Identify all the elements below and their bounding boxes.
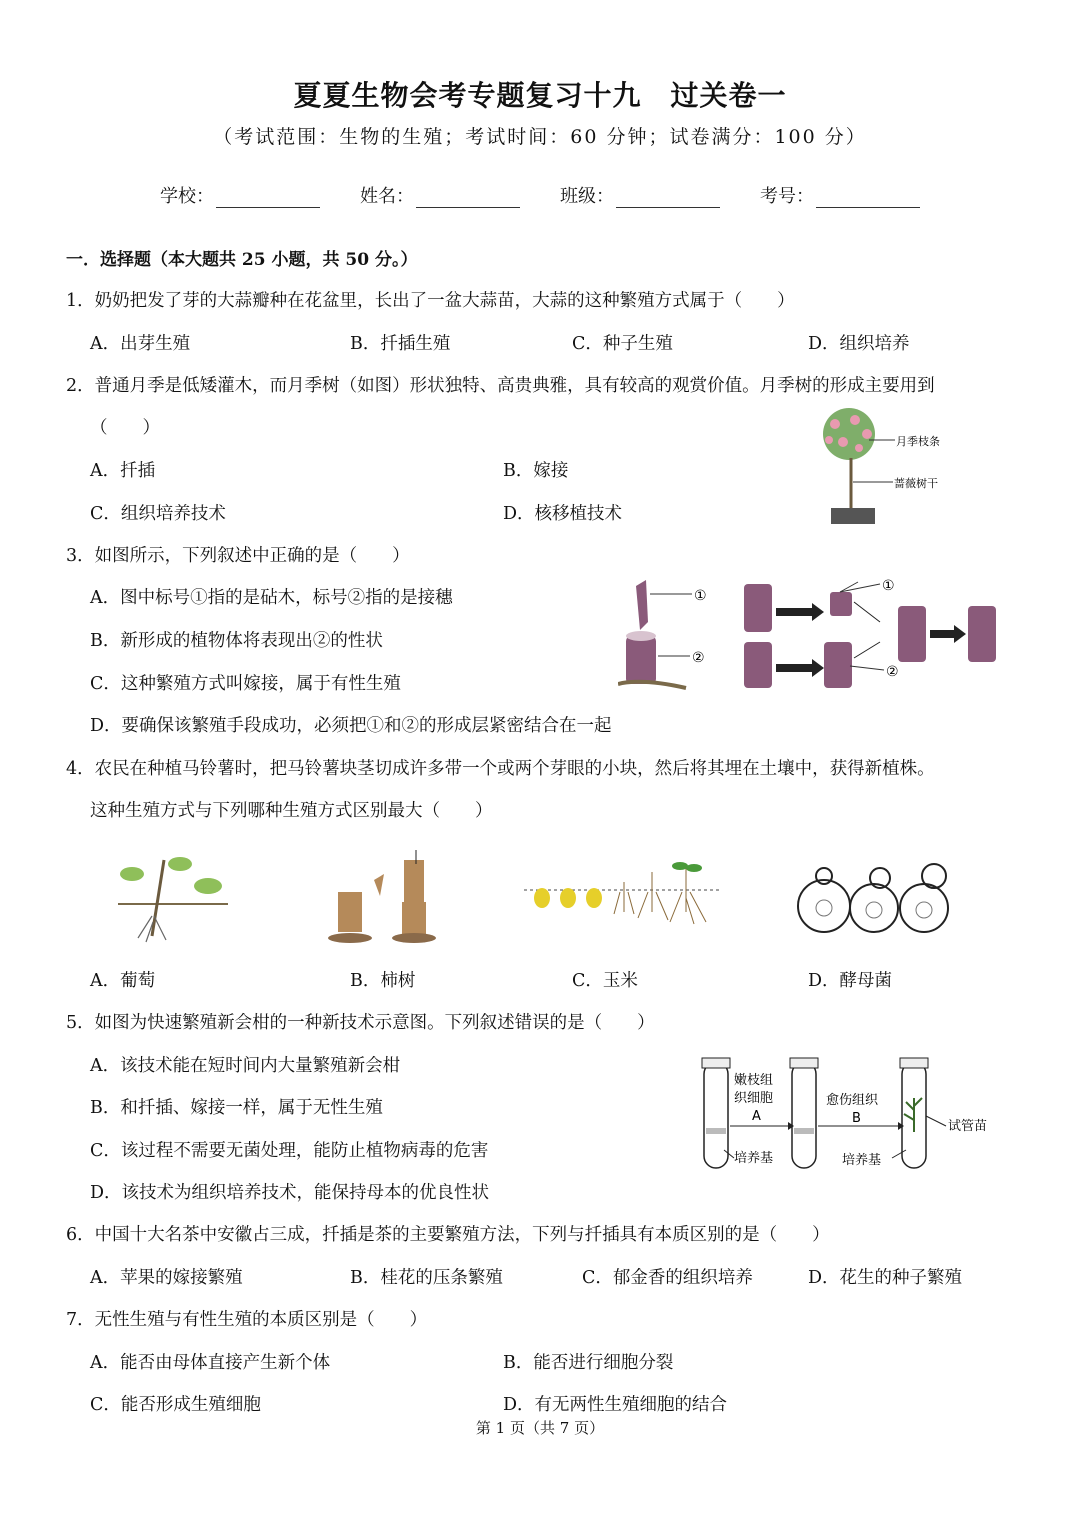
question-7-stem: 7．无性生殖与有性生殖的本质区别是（ ）: [66, 1310, 428, 1330]
rose-branch-label: 月季枝条: [896, 435, 940, 448]
question-4-stem: 4．农民在种植马铃薯时，把马铃薯块茎切成许多带一个或两个芽眼的小块，然后将其埋在土壤中，获得新植株。: [66, 759, 935, 779]
step-b-label: B: [852, 1111, 861, 1126]
question-2-stem: 2．普通月季是低矮灌木，而月季树（如图）形状独特、高贵典雅，具有较高的观赏价值。月季树的形成主要用到: [66, 376, 935, 396]
left-stock-marker: ②: [692, 650, 705, 666]
school-blank[interactable]: [216, 187, 320, 208]
number-blank[interactable]: [816, 187, 920, 208]
callus-label: 愈伤组织: [826, 1093, 879, 1108]
question-3-stem: 3．如图所示，下列叙述中正确的是（ ）: [66, 546, 410, 566]
q2-option-a[interactable]: A．扦插: [90, 461, 156, 481]
q1-option-c[interactable]: C．种子生殖: [572, 334, 673, 354]
q1-option-d[interactable]: D．组织培养: [808, 334, 910, 354]
q3-option-d[interactable]: D．要确保该繁殖手段成功，必须把①和②的形成层紧密结合在一起: [90, 716, 612, 736]
question-5-stem: 5．如图为快速繁殖新会柑的一种新技术示意图。下列叙述错误的是（ ）: [66, 1013, 655, 1033]
number-field: 考号：: [760, 182, 920, 208]
name-field: 姓名：: [360, 182, 520, 208]
persimmon-graft-image: [326, 850, 436, 944]
page-footer: 第 1 页（共 7 页）: [475, 1419, 605, 1437]
school-field: 学校：: [160, 182, 320, 208]
exam-subtitle: （考试范围：生物的生殖；考试时间：60 分钟；试卷满分：100 分）: [213, 126, 867, 148]
question-4-stem-cont: 这种生殖方式与下列哪种生殖方式区别最大（ ）: [90, 801, 493, 821]
question-2-stem-cont: （ ）: [90, 418, 160, 438]
q4-option-c[interactable]: C．玉米: [572, 971, 638, 991]
q4-option-a[interactable]: A．葡萄: [90, 971, 156, 991]
q6-option-c[interactable]: C．郁金香的组织培养: [582, 1268, 753, 1288]
medium-label-1: 培养基: [734, 1151, 774, 1166]
grafting-diagram: [618, 572, 1002, 694]
yeast-budding-image: [794, 862, 954, 942]
q1-option-a[interactable]: A．出芽生殖: [90, 334, 191, 354]
class-blank[interactable]: [616, 187, 720, 208]
q6-option-d[interactable]: D．花生的种子繁殖: [808, 1268, 963, 1288]
right-stock-marker: ②: [886, 664, 899, 680]
q3-option-c[interactable]: C．这种繁殖方式叫嫁接，属于有性生殖: [90, 674, 401, 694]
q3-option-a[interactable]: A．图中标号①指的是砧木，标号②指的是接穗: [90, 588, 453, 608]
q7-option-c[interactable]: C．能否形成生殖细胞: [90, 1395, 261, 1415]
q6-option-b[interactable]: B．桂花的压条繁殖: [350, 1268, 503, 1288]
step-a-label: A: [752, 1109, 761, 1124]
medium-label-2: 培养基: [842, 1153, 882, 1168]
page-title: 夏夏生物会考专题复习十九 过关卷一: [293, 79, 787, 112]
tender-tissue-label-2: 织细胞: [734, 1091, 774, 1106]
q6-option-a[interactable]: A．苹果的嫁接繁殖: [90, 1268, 243, 1288]
q5-option-c[interactable]: C．该过程不需要无菌处理，能防止植物病毒的危害: [90, 1141, 489, 1161]
q7-option-d[interactable]: D．有无两性生殖细胞的结合: [503, 1395, 728, 1415]
question-1-stem: 1．奶奶把发了芽的大蒜瓣种在花盆里，长出了一盆大蒜苗，大蒜的这种繁殖方式属于（ ）: [66, 291, 795, 311]
q5-option-a[interactable]: A．该技术能在短时间内大量繁殖新会柑: [90, 1056, 401, 1076]
grape-cutting-image: [112, 846, 232, 946]
q1-option-b[interactable]: B．扦插生殖: [350, 334, 451, 354]
tender-tissue-label: 嫩枝组: [734, 1073, 774, 1088]
q4-option-b[interactable]: B．柿树: [350, 971, 416, 991]
q2-option-c[interactable]: C．组织培养技术: [90, 504, 226, 524]
right-scion-marker: ①: [882, 578, 895, 594]
class-field: 班级：: [560, 182, 720, 208]
test-tube-seedling-label: 试管苗: [948, 1119, 988, 1134]
corn-germination-image: [524, 862, 720, 930]
q7-option-a[interactable]: A．能否由母体直接产生新个体: [90, 1353, 331, 1373]
rose-trunk-label: 蔷薇树干: [894, 477, 938, 490]
tissue-culture-diagram: [694, 1054, 1004, 1178]
section-heading: 一．选择题（本大题共 25 小题，共 50 分。）: [66, 250, 418, 270]
question-6-stem: 6．中国十大名茶中安徽占三成，扦插是茶的主要繁殖方法，下列与扦插具有本质区别的是（ ）: [66, 1225, 830, 1245]
q2-option-b[interactable]: B．嫁接: [503, 461, 569, 481]
rose-tree-figure: [805, 402, 955, 528]
left-scion-marker: ①: [694, 588, 707, 604]
q4-option-d[interactable]: D．酵母菌: [808, 971, 893, 991]
q3-option-b[interactable]: B．新形成的植物体将表现出②的性状: [90, 631, 383, 651]
q2-option-d[interactable]: D．核移植技术: [503, 504, 623, 524]
q5-option-d[interactable]: D．该技术为组织培养技术，能保持母本的优良性状: [90, 1183, 490, 1203]
name-blank[interactable]: [416, 187, 520, 208]
q7-option-b[interactable]: B．能否进行细胞分裂: [503, 1353, 674, 1373]
q5-option-b[interactable]: B．和扦插、嫁接一样，属于无性生殖: [90, 1098, 383, 1118]
